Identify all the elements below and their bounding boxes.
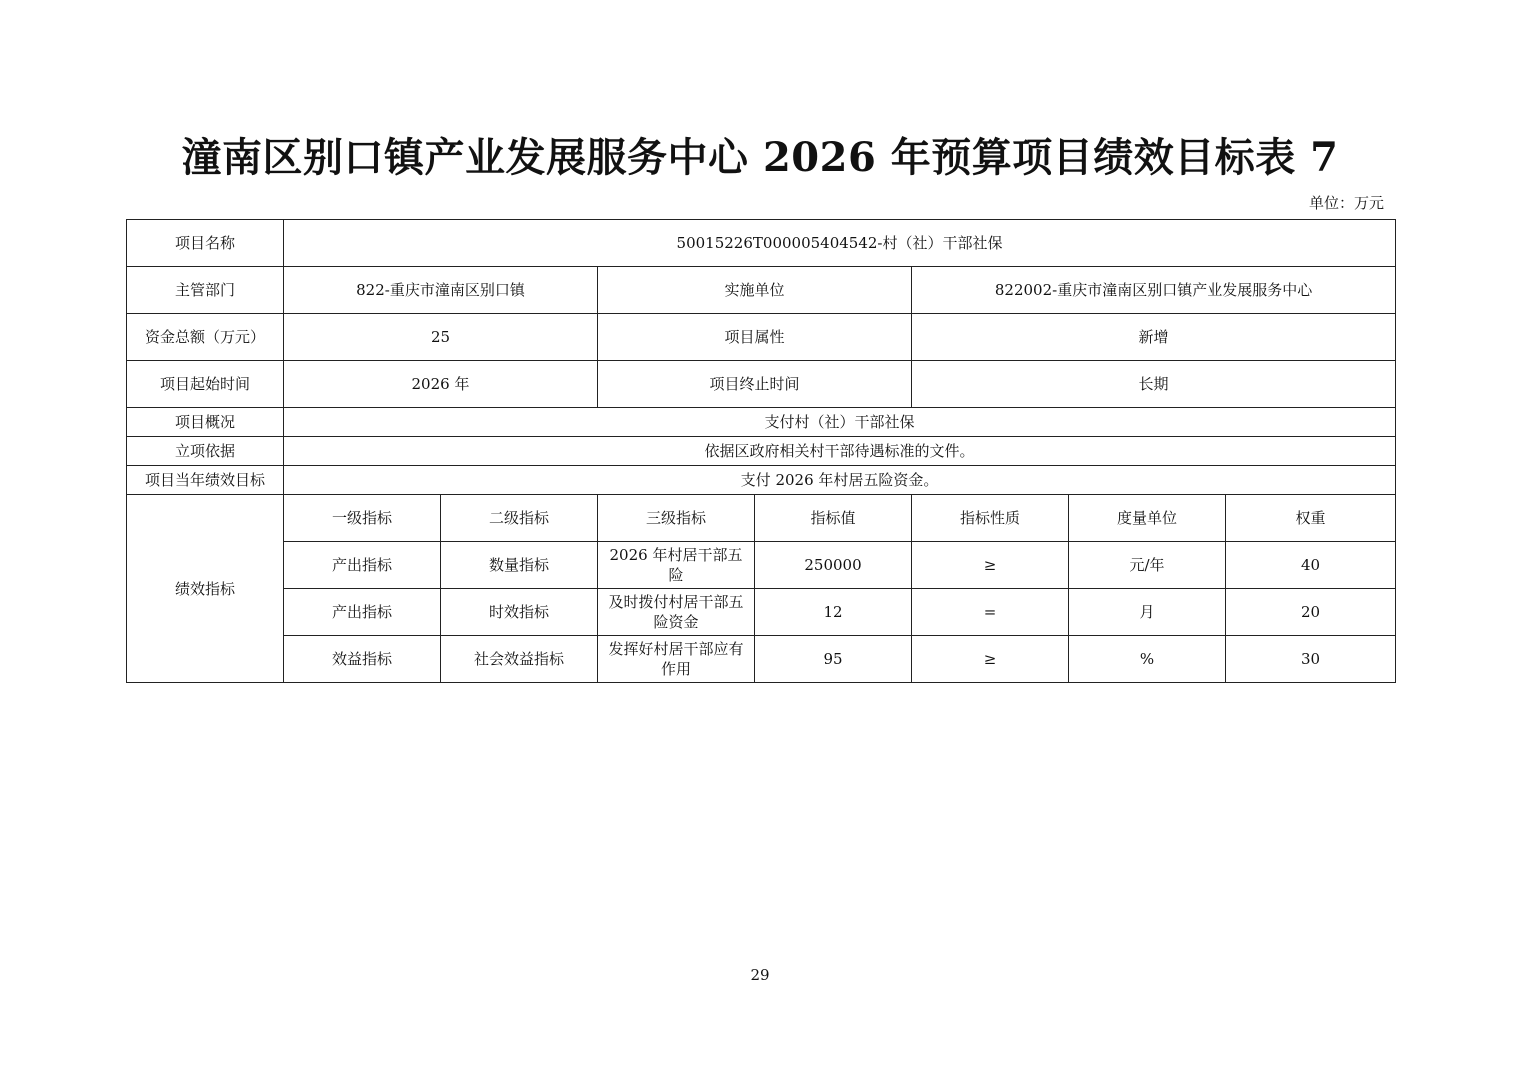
cell-value: 12 xyxy=(755,589,912,636)
header-level1: 一级指标 xyxy=(284,495,441,542)
cell-weight: 40 xyxy=(1226,542,1396,589)
label-start-time: 项目起始时间 xyxy=(127,361,284,408)
cell-nature: ≥ xyxy=(912,636,1069,683)
header-weight: 权重 xyxy=(1226,495,1396,542)
row-department xyxy=(127,267,1396,314)
unit-note: 单位：万元 xyxy=(1308,194,1384,212)
label-overview: 项目概况 xyxy=(127,408,284,437)
cell-level3: 2026 年村居干部五险 xyxy=(598,542,755,589)
value-fund-total: 25 xyxy=(284,314,598,361)
cell-weight: 20 xyxy=(1226,589,1396,636)
label-fund-total: 资金总额（万元） xyxy=(127,314,284,361)
value-project-attribute: 新增 xyxy=(912,314,1396,361)
label-project-name: 项目名称 xyxy=(127,220,284,267)
label-department: 主管部门 xyxy=(127,267,284,314)
label-project-attribute: 项目属性 xyxy=(598,314,912,361)
cell-unit: 月 xyxy=(1069,589,1226,636)
indicator-row xyxy=(127,636,1396,683)
value-start-time: 2026 年 xyxy=(284,361,598,408)
cell-nature: = xyxy=(912,589,1069,636)
cell-level1: 效益指标 xyxy=(284,636,441,683)
value-end-time: 长期 xyxy=(912,361,1396,408)
page-title: 潼南区别口镇产业发展服务中心 2026 年预算项目绩效目标表 7 xyxy=(181,134,1339,181)
header-level2: 二级指标 xyxy=(441,495,598,542)
row-fund xyxy=(127,314,1396,361)
cell-level3: 及时拨付村居干部五险资金 xyxy=(598,589,755,636)
cell-unit: 元/年 xyxy=(1069,542,1226,589)
label-performance-indicators: 绩效指标 xyxy=(127,495,284,683)
cell-level2: 社会效益指标 xyxy=(441,636,598,683)
header-value: 指标值 xyxy=(755,495,912,542)
performance-target-table xyxy=(126,219,1396,683)
label-basis: 立项依据 xyxy=(127,437,284,466)
header-level3: 三级指标 xyxy=(598,495,755,542)
cell-level1: 产出指标 xyxy=(284,542,441,589)
value-overview: 支付村（社）干部社保 xyxy=(284,408,1396,437)
row-project-name xyxy=(127,220,1396,267)
cell-value: 250000 xyxy=(755,542,912,589)
label-end-time: 项目终止时间 xyxy=(598,361,912,408)
row-overview xyxy=(127,408,1396,437)
cell-unit: % xyxy=(1069,636,1226,683)
indicator-row xyxy=(127,589,1396,636)
cell-nature: ≥ xyxy=(912,542,1069,589)
value-annual-goal: 支付 2026 年村居五险资金。 xyxy=(284,466,1396,495)
row-dates xyxy=(127,361,1396,408)
row-basis xyxy=(127,437,1396,466)
label-annual-goal: 项目当年绩效目标 xyxy=(127,466,284,495)
indicator-row xyxy=(127,542,1396,589)
value-basis: 依据区政府相关村干部待遇标准的文件。 xyxy=(284,437,1396,466)
value-implementing-unit: 822002-重庆市潼南区别口镇产业发展服务中心 xyxy=(912,267,1396,314)
row-annual-goal xyxy=(127,466,1396,495)
cell-value: 95 xyxy=(755,636,912,683)
value-department: 822-重庆市潼南区别口镇 xyxy=(284,267,598,314)
indicator-header-row xyxy=(127,495,1396,542)
value-project-name: 50015226T000005404542-村（社）干部社保 xyxy=(284,220,1396,267)
cell-level3: 发挥好村居干部应有作用 xyxy=(598,636,755,683)
cell-weight: 30 xyxy=(1226,636,1396,683)
label-implementing-unit: 实施单位 xyxy=(598,267,912,314)
header-unit: 度量单位 xyxy=(1069,495,1226,542)
cell-level2: 时效指标 xyxy=(441,589,598,636)
page-number: 29 xyxy=(750,966,770,984)
cell-level2: 数量指标 xyxy=(441,542,598,589)
cell-level1: 产出指标 xyxy=(284,589,441,636)
header-nature: 指标性质 xyxy=(912,495,1069,542)
